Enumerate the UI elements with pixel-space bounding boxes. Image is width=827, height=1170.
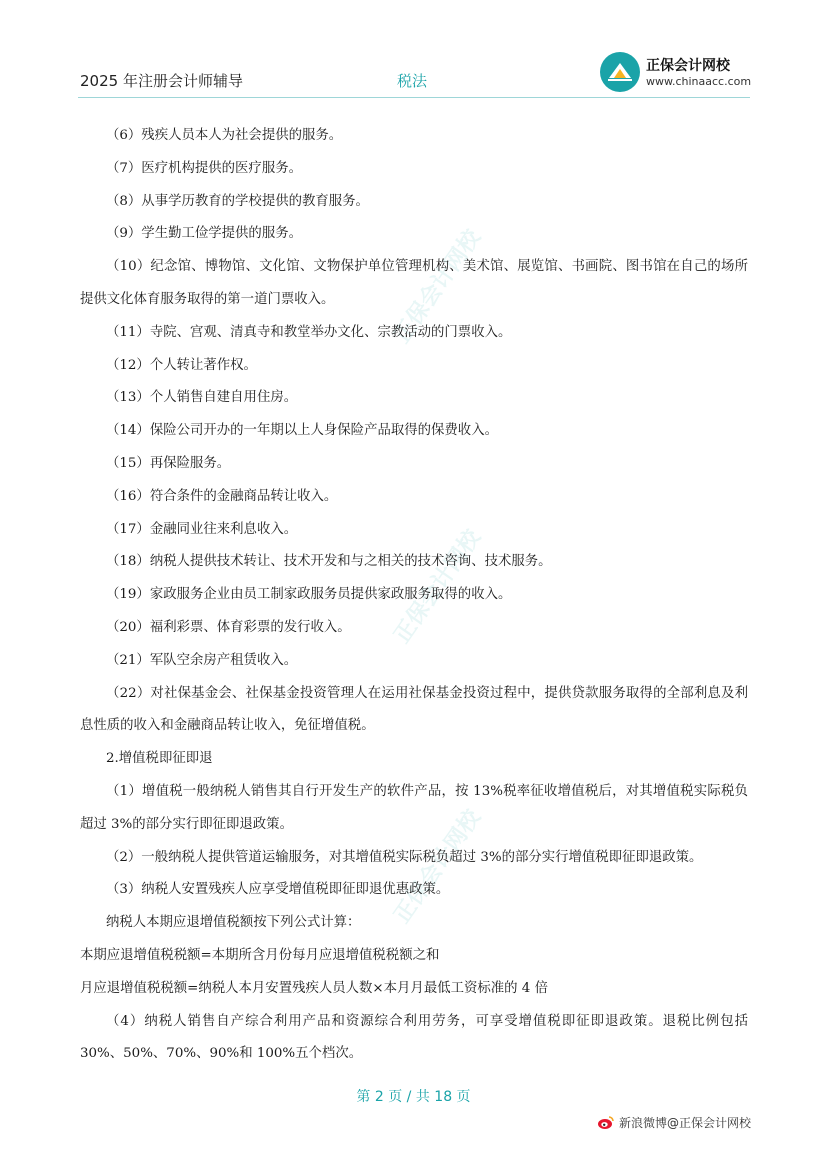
paragraph: （6）残疾人员本人为社会提供的服务。 <box>106 128 343 143</box>
weibo-icon <box>597 1115 615 1133</box>
logo-emblem-icon <box>600 52 640 92</box>
header-divider <box>78 97 750 98</box>
paragraph: （21）军队空余房产租赁收入。 <box>106 652 298 668</box>
paragraph: （10）纪念馆、博物馆、文化馆、文物保护单位管理机构、美术馆、展览馆、书画院、图书馆在自己的场所提供文化体育服务取得的第一道门票收入。 <box>80 259 748 307</box>
document-body <box>80 120 748 1071</box>
paragraph: （22）对社保基金会、社保基金投资管理人在运用社保基金投资过程中，提供贷款服务取得的全部利息及利息性质的收入和金融商品转让收入，免征增值税。 <box>80 685 748 734</box>
course-title: 2025 年注册会计师辅导 <box>80 72 243 90</box>
weibo-credit[interactable] <box>597 1114 751 1133</box>
paragraph: 纳税人本期应退增值税额按下列公式计算： <box>106 915 361 931</box>
paragraph: （1）增值税一般纳税人销售其自行开发生产的软件产品，按 13%税率征收增值税后，对其增值税实际税负超过 3%的部分实行即征即退政策。 <box>80 783 748 832</box>
chinaacc-logo[interactable] <box>600 52 750 94</box>
logo-name: 正保会计网校 <box>646 58 730 74</box>
paragraph: （20）福利彩票、体育彩票的发行收入。 <box>106 619 351 635</box>
paragraph: （7）医疗机构提供的医疗服务。 <box>106 160 302 176</box>
paragraph: （4）纳税人销售自产综合利用产品和资源综合利用劳务，可享受增值税即征即退政策。退税比例包括 30%、50%、70%、90%和 100%五个档次。 <box>80 1013 748 1062</box>
watermark: 正保会计网校 <box>389 525 486 648</box>
paragraph: （2）一般纳税人提供管道运输服务，对其增值税实际税负超过 3%的部分实行增值税即征即退政策。 <box>106 849 703 865</box>
weibo-text: 新浪微博@正保会计网校 <box>619 1116 752 1130</box>
watermark: 正保会计网校 <box>389 805 486 928</box>
paragraph: （12）个人转让著作权。 <box>106 357 257 373</box>
paragraph: （3）纳税人安置残疾人应享受增值税即征即退优惠政策。 <box>106 882 450 898</box>
paragraph: （15）再保险服务。 <box>106 455 231 471</box>
paragraph: （16）符合条件的金融商品转让收入。 <box>106 488 338 504</box>
formula: 本期应退增值税税额=本期所含月份每月应退增值税税额之和 <box>80 947 440 963</box>
watermark: 正保会计网校 <box>389 225 486 348</box>
page-indicator: 第 2 页 / 共 18 页 <box>356 1089 471 1105</box>
section-heading: 2.增值税即征即退 <box>106 751 213 767</box>
paragraph: （19）家政服务企业由员工制家政服务员提供家政服务取得的收入。 <box>106 587 512 603</box>
paragraph: （11）寺院、宫观、清真寺和教堂举办文化、宗教活动的门票收入。 <box>106 324 512 340</box>
paragraph: （9）学生勤工俭学提供的服务。 <box>106 226 302 242</box>
subject-title: 税法 <box>397 72 428 90</box>
paragraph: （14）保险公司开办的一年期以上人身保险产品取得的保费收入。 <box>106 423 498 439</box>
paragraph: （18）纳税人提供技术转让、技术开发和与之相关的技术咨询、技术服务。 <box>106 554 552 570</box>
logo-url: www.chinaacc.com <box>646 75 752 88</box>
paragraph: （17）金融同业往来利息收入。 <box>106 521 298 537</box>
paragraph: （8）从事学历教育的学校提供的教育服务。 <box>106 193 369 209</box>
paragraph: （13）个人销售自建自用住房。 <box>106 390 298 406</box>
formula: 月应退增值税税额=纳税人本月安置残疾人员人数×本月月最低工资标准的 4 倍 <box>80 980 548 996</box>
